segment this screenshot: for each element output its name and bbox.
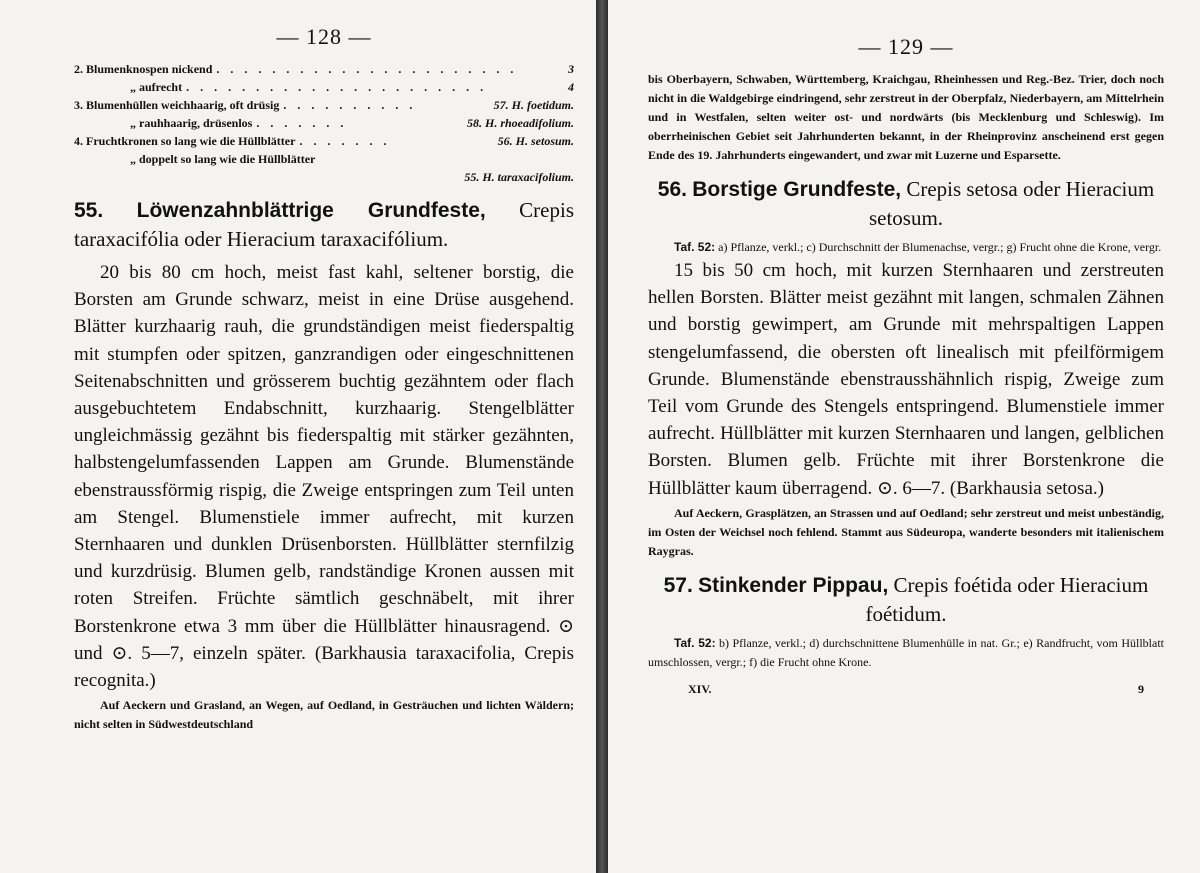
species-heading-55 bbox=[74, 196, 574, 253]
key-row-6 bbox=[74, 150, 574, 168]
species-number: 55. bbox=[74, 199, 104, 222]
species-description-55: 20 bis 80 cm hoch, meist fast kahl, seltener borstig, die Borsten am Grunde schwarz, meist in eine Drüse ausgehend. Blätter kurzhaarig rauh, die grundständigen meist fiederspaltig mit stumpfen oder spitzen, ganzrandigen oder eingeschnittenen Seitenabschnitten und grösserem buchtig gezähntem oder flach ausgebuchtetem Endabschnitt, kurzhaarig. Stengelblätter ungleichmässig gezähnt bis fiederspaltig mit stärker gezähnten, halbstengelumfassenden Lappen am Grunde. Blumenstände ebenstraussförmig rispig, die Zweige entspringen zum Teil unten am Stengel. Blumenstiele immer aufrecht, mit kurzen Sternhaaren und dunklen Drüsenborsten. Hüllblätter sternfilzig und kurzdrüsig. Blumen gelb, randständige Kronen aussen mit roten Streifen. Früchte sämtlich geschnäbelt, mit ihrer Borstenkrone etwa 3 mm über die Hüllblätter hinausragend. ⊙ und ⊙. 5—7, einzeln später. (Barkhausia taraxacifolia, Crepis recognita.) bbox=[74, 262, 574, 692]
key-last-ref: 55. H. taraxacifolium. bbox=[464, 170, 574, 184]
species-number: 57. bbox=[663, 573, 693, 597]
key-row-5 bbox=[74, 132, 574, 150]
habitat-56: Auf Aeckern, Grasplätzen, an Strassen und auf Oedland; sehr zerstreut und meist unbeständig, im Osten der Weichsel noch fehlend. Stammt aus Südeuropa, wanderte besonders mit italienischem Raygras. bbox=[648, 505, 1164, 558]
species-latin-name: Crepis setosa oder Hieracium setosum. bbox=[868, 177, 1155, 230]
sheet-number: 9 bbox=[1138, 681, 1144, 696]
leader-dots: . . . . . . . bbox=[256, 116, 348, 130]
species-number: 56. bbox=[657, 178, 687, 201]
right-page bbox=[608, 0, 1200, 873]
species-heading-56 bbox=[648, 175, 1164, 232]
habitat-continuation: bis Oberbayern, Schwaben, Württemberg, Kraichgau, Rheinhessen und Reg.-Bez. Trier, doch noch nicht in die Waldgebirge eindringend, sehr zerstreut in der Oberpfalz, Niederbayern, am Mittelrhein und in Westfalen, selten weiter ost- und nordwärts (bis Mecklenburg und Schleswig). Im oberrheinischen Gebiet seit Jahrhunderten bekannt, in der Rheinprovinz anscheinend erst gegen Ende des 19. Jahrhunderts eingewandert, und zwar mit Luzerne und Esparsette. bbox=[648, 72, 1164, 162]
plate-label: Taf. 52: bbox=[674, 635, 716, 650]
plate-text: a) Pflanze, verkl.; c) Durchschnitt der Blumenachse, vergr.; g) Frucht ohne die Krone, vergr. bbox=[718, 240, 1162, 254]
key-row-2 bbox=[74, 78, 574, 96]
left-page bbox=[0, 0, 596, 873]
plate-reference-56 bbox=[648, 238, 1164, 257]
key-ref: 4 bbox=[568, 80, 574, 94]
leader-dots: . . . . . . . . . . bbox=[283, 98, 417, 112]
key-text: 3. Blumenhüllen weichhaarig, oft drüsig bbox=[74, 98, 280, 112]
key-text: „ rauhhaarig, drüsenlos bbox=[130, 116, 253, 130]
species-common-name: Stinkender Pippau, bbox=[698, 573, 889, 597]
page-footer bbox=[648, 682, 1164, 697]
page-number-right: — 129 — bbox=[858, 34, 954, 59]
key-text: 4. Fruchtkronen so lang wie die Hüllblätter bbox=[74, 134, 296, 148]
key-row-3 bbox=[74, 96, 574, 114]
signature-mark: XIV. bbox=[688, 681, 712, 696]
identification-key bbox=[74, 60, 574, 186]
leader-dots: . . . . . . . . . . . . . . . . . . . . . . bbox=[216, 62, 518, 76]
key-text: „ aufrecht bbox=[130, 80, 183, 94]
species-latin-name: Crepis taraxacifólia oder Hieracium taraxacifólium. bbox=[74, 198, 574, 251]
key-ref: 3 bbox=[568, 62, 574, 76]
habitat-55: Auf Aeckern und Grasland, an Wegen, auf Oedland, in Gesträuchen und lichten Wäldern; nicht selten in Südwestdeutschland bbox=[74, 698, 574, 732]
species-heading-57 bbox=[648, 571, 1164, 628]
species-description-56: 15 bis 50 cm hoch, mit kurzen Sternhaaren und zerstreuten hellen Borsten. Blätter meist gezähnt mit langen, schmalen Zähnen und borstig gewimpert, am Grunde mit mehrspaltigen Lappen stengelumfassend, die obersten oft linealisch mit pfeilförmigem Grunde. Blumenstände ebenstrausshähnlich rispig, Zweige zum Teil vom Grunde des Stengels entspringend. Blumenstiele immer aufrecht. Hüllblätter mit kurzen Sternhaaren und langen, gelblichen Borsten. Blumen gelb. Früchte mit ihrer Borstenkrone die Hüllblätter kaum überragend. ⊙. 6—7. (Barkhausia setosa.) bbox=[648, 260, 1164, 499]
plate-reference-57 bbox=[648, 634, 1164, 672]
key-ref: 57. H. foetidum. bbox=[493, 98, 574, 112]
plate-text: b) Pflanze, verkl.; d) durchschnittene Blumenhülle in nat. Gr.; e) Randfrucht, vom Hüllblatt umschlossen, vergr.; f) die Frucht ohne Krone. bbox=[648, 635, 1165, 669]
page-number-left: — 128 — bbox=[276, 24, 372, 49]
species-latin-name: Crepis foétida oder Hieracium foétidum. bbox=[865, 572, 1149, 626]
leader-dots: . . . . . . . bbox=[299, 134, 391, 148]
key-ref: 58. H. rhoeadifolium. bbox=[466, 116, 574, 130]
species-common-name: Borstige Grundfeste, bbox=[692, 178, 902, 201]
key-row-1 bbox=[74, 60, 574, 78]
leader-dots: . . . . . . . . . . . . . . . . . . . . . . bbox=[186, 80, 488, 94]
key-ref: 56. H. setosum. bbox=[497, 134, 574, 148]
plate-label: Taf. 52: bbox=[674, 240, 716, 254]
book-gutter bbox=[596, 0, 608, 873]
key-text: 2. Blumenknospen nickend bbox=[74, 62, 213, 76]
key-row-4 bbox=[74, 114, 574, 132]
species-common-name: Löwenzahnblättrige Grundfeste, bbox=[136, 199, 486, 222]
key-text: „ doppelt so lang wie die Hüllblätter bbox=[130, 152, 316, 166]
